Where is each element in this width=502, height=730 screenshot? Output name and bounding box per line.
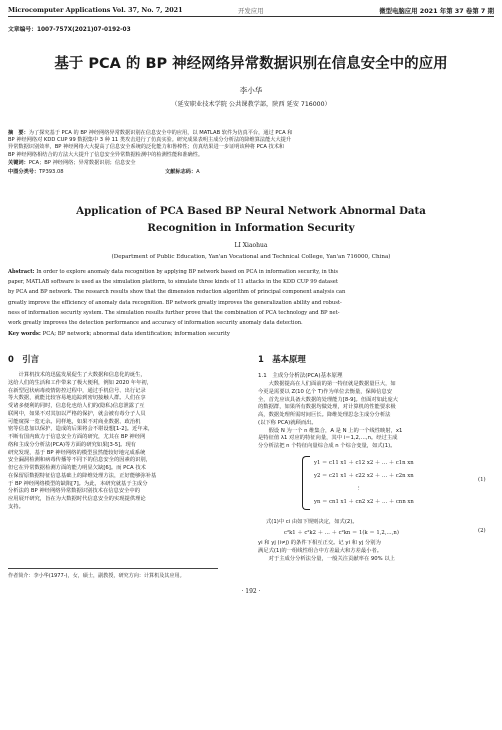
body-line: 高，数据处理所需时间巨长。降维处理思念主成分分析法 <box>258 412 391 418</box>
author-en: LI Xiaohua <box>234 242 268 249</box>
running-header-center: 开发应用 <box>238 7 264 15</box>
abstract-en-line: work greatly improves the detection performance and accuracy of information security anomaly data detection. <box>8 320 303 327</box>
equation-row: yn ＝ cn1 x1 ＋ cn2 x2 ＋ … ＋ cnn xn <box>314 499 414 505</box>
body-line: 安全漏洞检测和病毒传播等不同下的信息安全的因素的识别， <box>8 457 152 464</box>
author-cn: 李小华 <box>239 86 263 95</box>
body-line: 这给人们的生活和工作带来了极大便利，例如 2020 年年初， <box>8 379 152 386</box>
document-code <box>165 169 200 176</box>
section-1-heading: 1 基本原理 <box>258 354 306 364</box>
body-line: 分析法的 BP 神经网络异常数据识别技术在信息安全中的 <box>8 488 141 495</box>
keywords-cn-label: 关键词： <box>8 160 29 166</box>
body-line: 在保留原数据特征信息基础上的降维处理方法，正好能够弥补基 <box>8 472 157 479</box>
section-1-body-continued <box>258 540 494 563</box>
doc-code-label: 文献标志码： <box>165 169 197 175</box>
title-en-line: Application of PCA Based BP Neural Network Abnormal Data <box>76 205 426 217</box>
body-line: 分分析法把 n 个特征向量综合成 n 个综合变量，如式(1)。 <box>258 443 396 449</box>
keywords-en <box>8 331 230 337</box>
title-cn: 基于 PCA 的 BP 神经网络异常数据识别在信息安全中的应用 <box>54 56 448 72</box>
abstract-cn-line: 异常数据识别效率，BP 神经网络大大提高了信息安全系统的泛化能力和鲁棒性；仿真结果进一步证明该种将 PCA 技术和 <box>8 144 285 151</box>
abstract-en-line: greatly improve the efficiency of anomaly data recognition. BP network greatly improves the generalization ability and robust- <box>8 299 342 306</box>
body-line: yi 和 yj (i≠j) 的条件下相互正交。记 yi 和 yj 分别为 <box>258 540 381 546</box>
keywords-en-label: Key words: <box>8 331 41 337</box>
body-line: (以下称 PCA)就顾而出。 <box>258 419 317 426</box>
affiliation-en: (Department of Public Education, Yan'an Vocational and Technical College, Yan'an 716000, China) <box>111 254 391 260</box>
section-1-body <box>258 381 494 451</box>
section-0-heading: 0 引言 <box>8 354 39 364</box>
keywords-cn <box>8 160 136 167</box>
body-line: 对于主成分分析法分量，一般关注贡献率在 90% 以上 <box>258 555 395 562</box>
subsection-1-1-heading: 1.1 主成分分析法(PCA)基本原理 <box>258 373 343 379</box>
body-line: 受诸多便利的同时，信息化也给人们的(隐私)信息泄露了互 <box>8 403 145 409</box>
equation-1-number: (1) <box>478 477 486 483</box>
abstract-cn-line: BP 神经网络相结合的方法大大提升了信息安全异常数据检测中的检测性能和准确性。 <box>8 151 204 158</box>
body-line: 式(1)中 ci 由如下规则决定，如式(2)。 <box>266 519 358 525</box>
clc-label: 中图分类号： <box>8 169 40 175</box>
footnote-rule <box>8 568 218 569</box>
abstract-cn-line: BP 神经网络对 KDD CUP 99 数据集中 3 种 11 类攻击进行了仿真实验。研究成果表明主成分分析法的降维算法能大大提升 <box>8 137 292 144</box>
body-line: 但它在异常数据检测方面的能力明显欠缺[6]。而 PCA 技术 <box>8 465 146 471</box>
equation-2-number: (2) <box>478 528 486 534</box>
equation-row: y1 ＝ c11 x1 ＋ c12 x2 ＋ … ＋ c1n xn <box>314 460 414 466</box>
affiliation-cn: （延安职业技术学院 公共课教学部，陕西 延安 716000） <box>171 101 331 108</box>
body-line: 计算机技术的迅猛发展促生了大数据和信息化的诞生， <box>8 372 146 378</box>
body-line: 今更是需要以 Z(10 亿个 T)作为单位去衡量，保障信息安 <box>258 388 393 395</box>
keywords-en-text: PCA; BP network; abnormal data identification; information security <box>42 331 230 337</box>
clc-number <box>8 169 64 176</box>
body-line: 络和主成分分析法(PCA)等方面的研究如果[3-5]。现有 <box>8 441 137 448</box>
header-rule <box>8 16 494 17</box>
author-footnote: 作者简介：李小华(1977-)，女，硕士，副教授，研究方向：计算机及其应用。 <box>8 573 185 579</box>
equation-1 <box>314 457 464 509</box>
body-line: 全，首先应该具备大数据的处理能力[8-9]。但面对如此庞大 <box>258 396 398 403</box>
body-line: 不断有国内致力于信息安全方面的研究，尤其在 BP 神经网 <box>8 434 146 440</box>
running-header-right: 微型电脑应用 2021 年第 37 卷第 7 期 <box>379 7 494 15</box>
running-header-left: Microcomputer Applications Vol. 37, No. 7, 2021 <box>8 6 183 14</box>
abstract-cn <box>8 130 494 159</box>
body-line: 可能窥探一览无余。同样地，如果不对商业数据、政治机 <box>8 418 141 425</box>
section-0-body <box>8 372 248 512</box>
abstract-en-line: by PCA and BP network. The research results show that the dimension reduction algorithm of principal component analysis can <box>8 289 346 296</box>
body-line: 密等信息加以保护，造成的后果将会不堪设想[1-2]。近年来， <box>8 426 154 433</box>
body-line: 满足式(1)的一组线性组合中方差最大和方差最小者。 <box>258 547 383 554</box>
article-id: 文章编号：1007-757X(2021)07-0192-03 <box>8 27 131 33</box>
abstract-cn-line: 为了探究基于 PCA 的 BP 神经网络异常数据识别在信息安全中的应用，以 MATLAB 软件为仿真平台，通过 PCA 和 <box>28 130 293 136</box>
body-line: 联网中，如果不对其加以严格的保护，就会被有毒分子人员 <box>8 410 146 417</box>
title-en-line: Recognition in Information Security <box>147 222 355 234</box>
body-line: 支持。 <box>8 503 24 510</box>
body-line: 于 BP 神经网络模型的缺陷[7]。为此，本研究就基于主成分 <box>8 480 148 487</box>
abstract-en-line: In order to explore anomaly data recognition by applying BP network based on PCA in information security, in this <box>36 269 339 275</box>
clc-value: TP393.08 <box>39 169 64 175</box>
doc-code-value: A <box>196 169 200 175</box>
body-line: 应用展开研究，旨在为大数据时代信息安全的实现提供理论 <box>8 496 146 502</box>
abstract-en <box>8 267 494 328</box>
abstract-cn-label: 摘 要： <box>8 130 29 136</box>
equation-row: ⋮ <box>356 486 362 492</box>
page-number: · 192 · <box>241 588 261 595</box>
body-line: 假设 N 为一个 n 维集合，A 是 N 上的一个线性映射，x1 <box>258 427 403 434</box>
body-line: 研究发现，基于 BP 神经网络的模型虽然能较好地完成系统 <box>8 449 146 456</box>
abstract-en-label: Abstract: <box>8 269 35 275</box>
abstract-en-line: ness of information security system. The simulation results further prove that the combination of PCA technology and BP net- <box>8 309 340 316</box>
body-line: 在新型冠状病毒疫情防控过程中，通过手机信号、出行记录 <box>8 387 146 394</box>
body-line: 的数据群，如果所有数据均做处理，对计算机的性能要求极 <box>258 404 396 411</box>
keywords-cn-text: PCA；BP 神经网络；异常数据识别；信息安全 <box>28 160 136 166</box>
equation-row: y2 ＝ c21 x1 ＋ c22 x2 ＋ … ＋ c2n xn <box>314 473 414 479</box>
equation-1-brace <box>302 456 310 510</box>
equation-2: c²k1 ＋ c²k2 ＋ … ＋ c²kn ＝ 1(k ＝ 1,2,…,n) <box>284 530 399 536</box>
body-line: 等大数据，就能比较容易地追踪到密切接触人群。人们在享 <box>8 395 146 402</box>
body-line: 是特征值 λ1 对应的特征向量，其中 i＝1,2,…,n。经过主成 <box>258 435 398 442</box>
body-line: 大数据提高在人们面前的第一特征就是数据量巨大，如 <box>258 381 396 387</box>
abstract-en-line: paper, MATLAB software is used as the simulation platform, to simulate three kinds of 11 attacks in the KDD CUP 99 dataset <box>8 279 338 286</box>
